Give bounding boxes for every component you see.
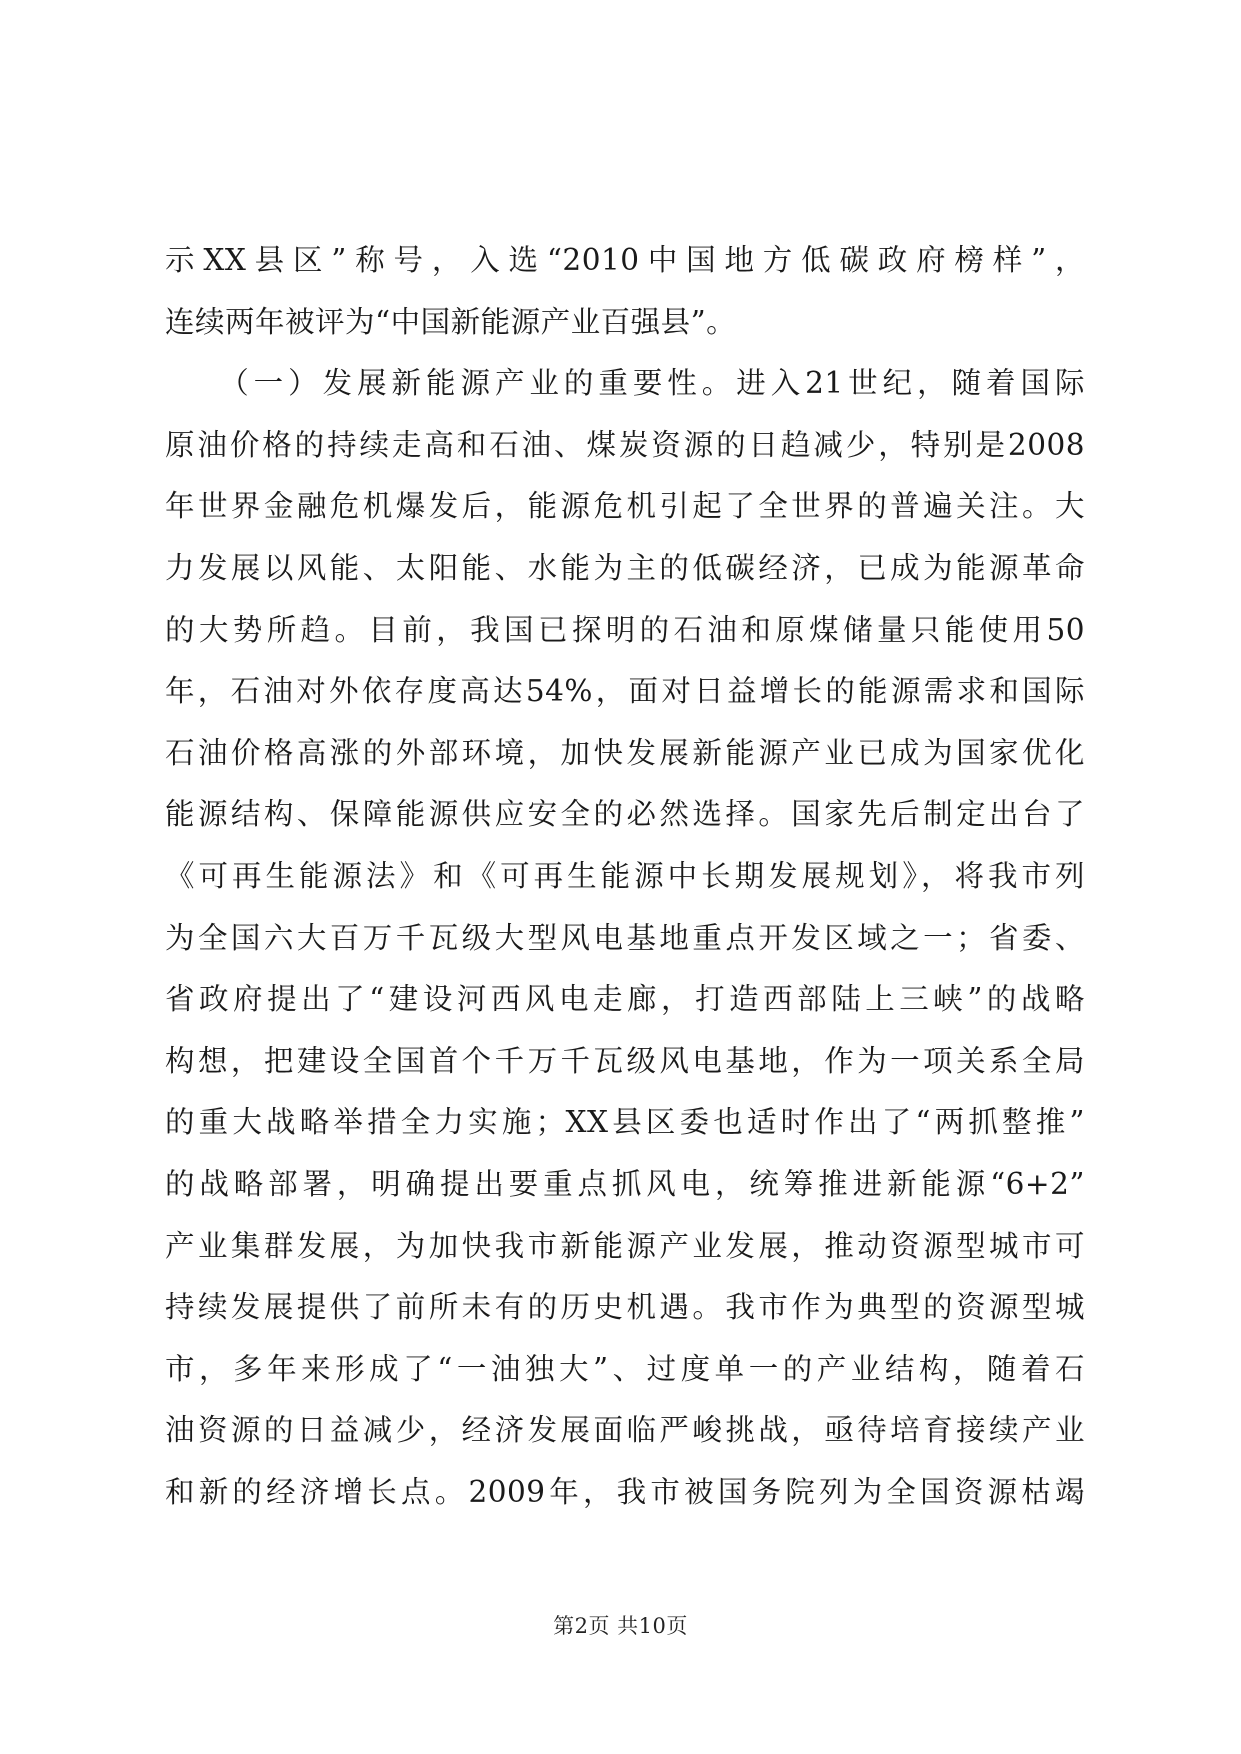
text-line: 年世界金融危机爆发后，能源危机引起了全世界的普遍关注。大 bbox=[165, 489, 1085, 524]
body-text bbox=[165, 230, 1085, 1523]
text-line: 原油价格的持续走高和石油、煤炭资源的日趋减少，特别是2008 bbox=[165, 427, 1085, 462]
text-line: 力发展以风能、太阳能、水能为主的低碳经济，已成为能源革命 bbox=[165, 550, 1085, 585]
text-line: 持续发展提供了前所未有的历史机遇。我市作为典型的资源型城 bbox=[165, 1290, 1085, 1325]
text-line: 的战略部署，明确提出要重点抓风电，统筹推进新能源“6+2” bbox=[165, 1166, 1085, 1201]
text-line: 省政府提出了“建设河西风电走廊，打造西部陆上三峡”的战略 bbox=[165, 982, 1085, 1017]
text-line: 示XX县区”称号，入选“2010中国地方低碳政府榜样”， bbox=[165, 243, 1085, 277]
text-line: 油资源的日益减少，经济发展面临严峻挑战，亟待培育接续产业 bbox=[165, 1413, 1085, 1448]
text-line: 的重大战略举措全力实施；XX县区委也适时作出了“两抓整推” bbox=[165, 1105, 1085, 1140]
text-line: 和新的经济增长点。2009年，我市被国务院列为全国资源枯竭 bbox=[165, 1474, 1085, 1509]
text-line: （一）发展新能源产业的重要性。进入21世纪，随着国际 bbox=[165, 366, 1085, 401]
text-line: 年，石油对外依存度高达54%，面对日益增长的能源需求和国际 bbox=[165, 674, 1085, 709]
text-line: 《可再生能源法》和《可再生能源中长期发展规划》，将我市列 bbox=[165, 858, 1085, 893]
text-line: 产业集群发展，为加快我市新能源产业发展，推动资源型城市可 bbox=[165, 1228, 1085, 1263]
text-line: 能源结构、保障能源供应安全的必然选择。国家先后制定出台了 bbox=[165, 797, 1085, 832]
page-footer: 第2页 共10页 bbox=[553, 1614, 688, 1638]
text-line: 为全国六大百万千瓦级大型风电基地重点开发区域之一；省委、 bbox=[165, 920, 1085, 955]
text-line: 石油价格高涨的外部环境，加快发展新能源产业已成为国家优化 bbox=[165, 735, 1085, 770]
text-line: 构想，把建设全国首个千万千瓦级风电基地，作为一项关系全局 bbox=[165, 1043, 1085, 1078]
text-line: 市，多年来形成了“一油独大”、过度单一的产业结构，随着石 bbox=[165, 1351, 1085, 1386]
text-line: 的大势所趋。目前，我国已探明的石油和原煤储量只能使用50 bbox=[165, 612, 1085, 647]
text-line: 连续两年被评为“中国新能源产业百强县”。 bbox=[165, 304, 737, 339]
